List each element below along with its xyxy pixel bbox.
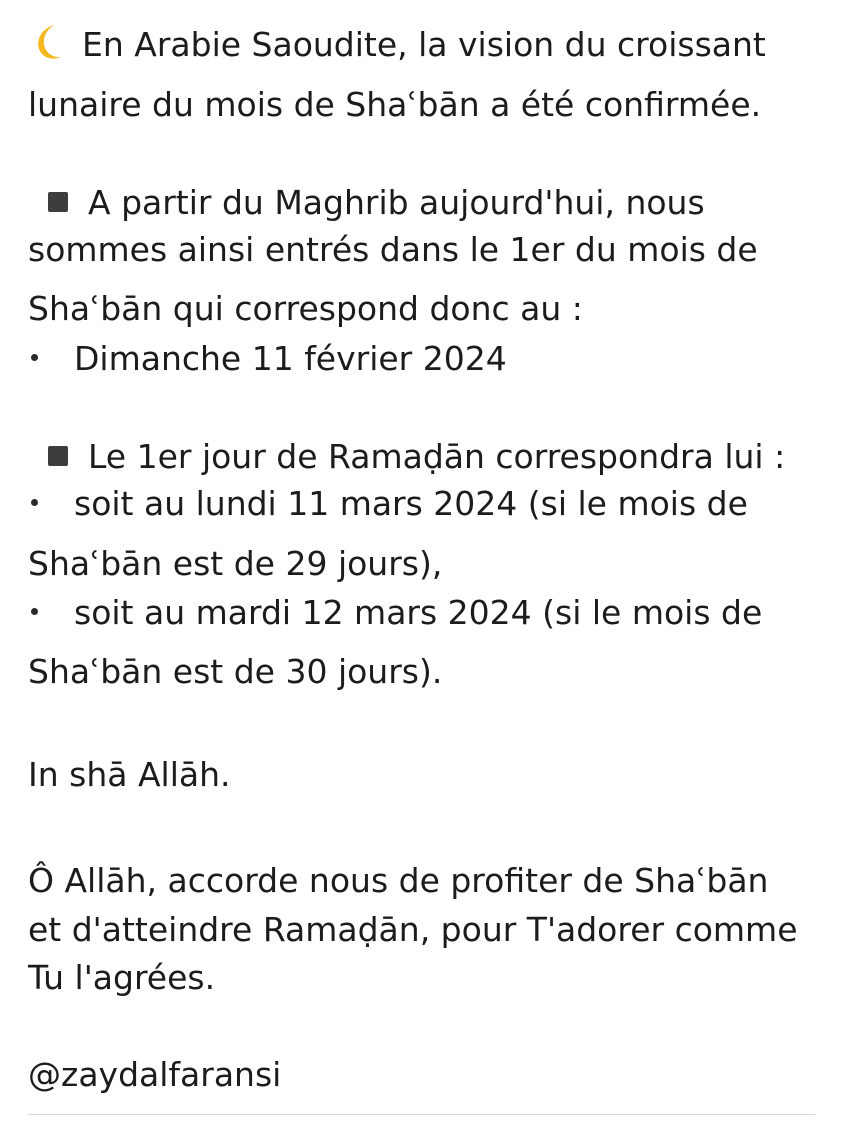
option-2-line-2 xyxy=(28,646,442,698)
dua-line-3 xyxy=(28,952,215,1004)
option-2-text-1: soit au mardi 12 mars 2024 (si le mois de xyxy=(74,593,763,632)
dua-text-3: Tu l'agrées. xyxy=(28,958,216,997)
bullet-icon xyxy=(31,608,38,615)
maghrib-line-2 xyxy=(28,224,758,276)
intro-text-2: lunaire du mois de Shaʿbān a été confirmée. xyxy=(28,85,762,124)
inshallah-line xyxy=(28,749,231,801)
bottom-divider xyxy=(28,1114,815,1115)
option-1-line-1 xyxy=(28,478,748,530)
crescent-moon-icon xyxy=(28,22,68,62)
dua-text-2: et d'atteindre Ramaḍān, pour T'adorer comme xyxy=(28,910,798,949)
dua-text-1: Ô Allāh, accorde nous de profiter de Shaʿbān xyxy=(28,861,769,900)
option-1-line-2 xyxy=(28,538,442,590)
ramadan-text: Le 1er jour de Ramaḍān correspondra lui : xyxy=(88,437,786,476)
option-1-text-2: Shaʿbān est de 29 jours), xyxy=(28,544,443,583)
date-shaban-text: Dimanche 11 février 2024 xyxy=(74,339,507,378)
intro-text-1: En Arabie Saoudite, la vision du croissant xyxy=(82,25,766,64)
maghrib-line-3 xyxy=(28,283,583,335)
inshallah-text: In shā Allāh. xyxy=(28,755,231,794)
ramadan-line xyxy=(28,431,785,483)
maghrib-text-2: sommes ainsi entrés dans le 1er du mois de xyxy=(28,230,758,269)
maghrib-text-3: Shaʿbān qui correspond donc au : xyxy=(28,289,583,328)
option-2-line-1 xyxy=(28,587,762,639)
black-square-icon xyxy=(48,446,68,466)
signature-text: @zaydalfaransi xyxy=(28,1055,282,1094)
maghrib-line-1 xyxy=(28,177,705,229)
option-2-text-2: Shaʿbān est de 30 jours). xyxy=(28,652,443,691)
intro-line-2 xyxy=(28,79,761,131)
bullet-icon xyxy=(31,499,38,506)
date-shaban-line xyxy=(28,333,507,385)
maghrib-text-1: A partir du Maghrib aujourd'hui, nous xyxy=(88,183,705,222)
intro-line-1 xyxy=(28,19,766,71)
black-square-icon xyxy=(48,192,68,212)
dua-line-1 xyxy=(28,855,768,907)
bullet-icon xyxy=(31,354,38,361)
option-1-text-1: soit au lundi 11 mars 2024 (si le mois de xyxy=(74,484,748,523)
dua-line-2 xyxy=(28,904,798,956)
signature-line xyxy=(28,1049,281,1101)
